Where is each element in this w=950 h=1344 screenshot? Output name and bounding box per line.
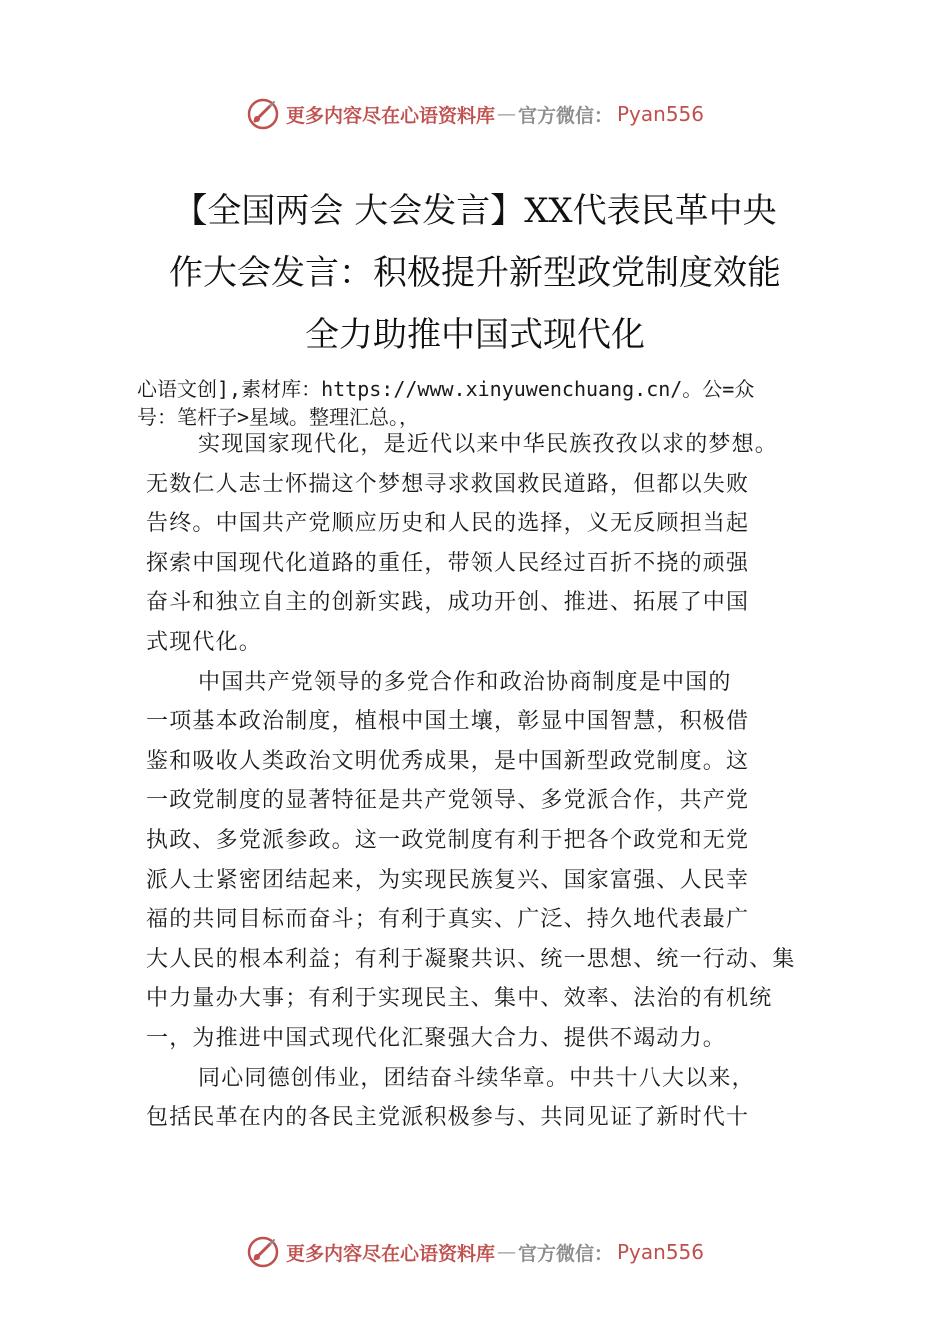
- text-line: 式现代化。: [146, 629, 263, 655]
- source-line: 号：笔杆子>星域。整理汇总。，: [137, 405, 420, 429]
- watermark-label: 官方微信：: [517, 104, 613, 127]
- watermark-separator: —: [496, 103, 516, 125]
- text-line: 实现国家现代化，是近代以来中华民族孜孜以求的梦想。: [198, 432, 779, 457]
- text-line: 告终。中国共产党顺应历史和人民的选择，义无反顾担当起: [146, 511, 750, 537]
- paragraph: [146, 663, 826, 1059]
- watermark-text: 更多内容尽在心语资料库: [285, 1242, 495, 1265]
- source-line: 心语文创],素材库：https://www.xinyuwenchuang.cn/。公=众: [137, 377, 755, 401]
- watermark-separator: —: [496, 1241, 516, 1263]
- title-line: 【全国两会 大会发言】XX代表民革中央: [173, 191, 777, 231]
- text-line: 一项基本政治制度，植根中国土壤，彰显中国智慧，积极借: [146, 709, 750, 735]
- document-body: [146, 425, 826, 1138]
- text-line: 同心同德创伟业，团结奋斗续华章。中共十八大以来，: [198, 1065, 755, 1091]
- watermark-wechat-id: Pyan556: [617, 102, 705, 126]
- text-line: 奋斗和独立自主的创新实践，成功开创、推进、拓展了中国: [146, 590, 750, 616]
- watermark-label: 官方微信：: [517, 1242, 613, 1265]
- text-line: 大人民的根本利益；有利于凝聚共识、统一思想、统一行动、集: [146, 946, 796, 972]
- text-line: 鉴和吸收人类政治文明优秀成果，是中国新型政党制度。这: [146, 748, 750, 774]
- watermark-text: 更多内容尽在心语资料库: [285, 104, 495, 127]
- paragraph: [146, 425, 826, 663]
- text-line: 探索中国现代化道路的重任，带领人民经过百折不挠的顽强: [146, 550, 750, 576]
- text-line: 执政、多党派参政。这一政党制度有利于把各个政党和无党: [146, 827, 750, 853]
- watermark-wechat-id: Pyan556: [617, 1240, 705, 1264]
- source-note: [137, 375, 857, 431]
- text-line: 无数仁人志士怀揣这个梦想寻求救国救民道路，但都以失败: [146, 471, 750, 497]
- title-line: 全力助推中国式现代化: [305, 315, 645, 355]
- watermark-header: [0, 94, 950, 134]
- text-line: 中国共产党领导的多党合作和政治协商制度是中国的: [198, 669, 732, 695]
- paragraph: [146, 1059, 826, 1138]
- text-line: 中力量办大事；有利于实现民主、集中、效率、法治的有机统: [146, 986, 773, 1012]
- text-line: 一，为推进中国式现代化汇聚强大合力、提供不竭动力。: [146, 1025, 727, 1051]
- watermark-footer: [0, 1232, 950, 1272]
- text-line: 一政党制度的显著特征是共产党领导、多党派合作，共产党: [146, 788, 750, 814]
- text-line: 派人士紧密团结起来，为实现民族复兴、国家富强、人民幸: [146, 867, 750, 893]
- brush-logo-icon: [246, 97, 280, 131]
- text-line: 包括民革在内的各民主党派积极参与、共同见证了新时代十: [146, 1105, 750, 1131]
- text-line: 福的共同目标而奋斗；有利于真实、广泛、持久地代表最广: [146, 907, 750, 933]
- document-title: [60, 180, 890, 366]
- title-line: 作大会发言：积极提升新型政党制度效能: [169, 253, 781, 293]
- brush-logo-icon: [246, 1235, 280, 1269]
